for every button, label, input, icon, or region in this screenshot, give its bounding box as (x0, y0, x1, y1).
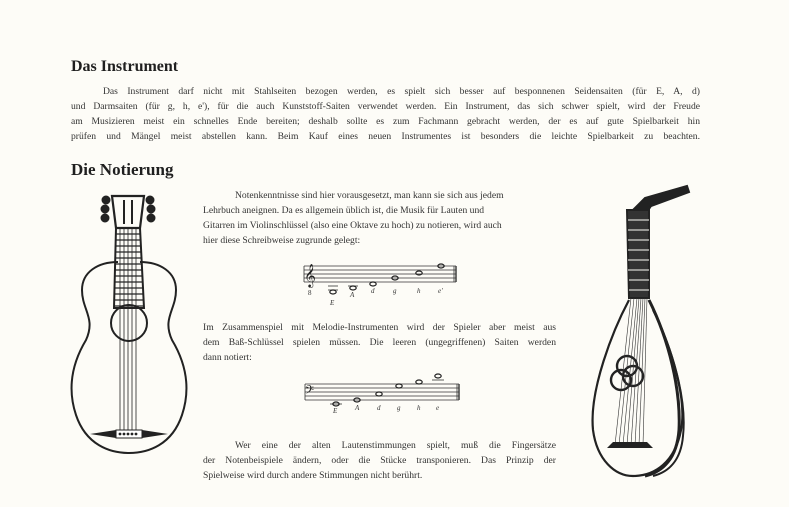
paragraph-lautenstimmungen (203, 438, 556, 483)
svg-text:𝄞: 𝄞 (304, 263, 316, 287)
paragraph-instrument (71, 84, 700, 144)
svg-text:e': e' (438, 287, 443, 295)
lute-icon (583, 180, 695, 482)
section-heading-instrument: Das Instrument (71, 58, 179, 75)
svg-text:h: h (417, 287, 421, 295)
text-line: Das Instrument darf nicht mit Stahlseiten bezogen werden, es spielt sich besser auf besponnenen Seidensaiten (für E, A, d) (103, 86, 700, 97)
svg-text:𝄢: 𝄢 (305, 384, 315, 400)
text-line: dann notiert: (203, 352, 252, 363)
svg-text:e: e (436, 404, 440, 412)
lute-illustration (583, 180, 695, 482)
text-line: hier diese Schreibweise zugrunde gelegt: (203, 235, 361, 246)
guitar-illustration (68, 190, 190, 475)
text-line: am Musizieren meist ein schnelles Ende bereiten; deshalb sollte es zum Fachmann gebracht werden, der es auf gute Spielbarkeit hin (71, 116, 700, 127)
svg-text:g: g (397, 404, 401, 412)
svg-text:E: E (333, 407, 338, 415)
svg-text:d: d (371, 287, 375, 295)
text-line: Im Zusammenspiel mit Melodie-Instrumenten wird der Spieler aber meist aus (203, 322, 556, 333)
bass-staff-notation (302, 370, 467, 415)
text-line: prüfen und Mängel meist abstellen kann. Beim Kauf eines neuen Instrumentes ist besonders die leichte Spielbarkeit zu beachten. (71, 131, 700, 142)
paragraph-notenkenntnisse (203, 188, 556, 248)
svg-text:8: 8 (308, 289, 312, 297)
svg-text:A: A (350, 291, 355, 299)
text-line: Spielweise wird durch andere Stimmungen nicht berührt. (203, 470, 423, 481)
paragraph-bassschluessel (203, 320, 556, 365)
svg-text:d: d (377, 404, 381, 412)
svg-text:A: A (355, 404, 360, 412)
text-line: und Darmsaiten (für g, h, e'), für die auch Kunststoff-Saiten verwendet werden. Ein Instrument, das sich schwer spielt, wird der Freude (71, 101, 700, 112)
text-line: der Notenbeispiele ändern, oder die Stücke transponieren. Das Prinzip der (203, 455, 556, 466)
text-line: Wer eine der alten Lautenstimmungen spielt, muß die Fingersätze (235, 440, 556, 451)
svg-text:g: g (393, 287, 397, 295)
treble-clef-example (296, 260, 461, 310)
text-line: Notenkenntnisse sind hier vorausgesetzt, man kann sie sich aus jedem (235, 190, 504, 201)
guitar-icon (68, 190, 190, 475)
bass-clef-example (302, 370, 467, 415)
treble-staff-notation (296, 260, 461, 310)
section-heading-notierung: Die Notierung (71, 160, 174, 179)
text-line: dem Baß-Schlüssel spielen müssen. Die leeren (ungegriffenen) Saiten werden (203, 337, 556, 348)
text-line: Lehrbuch aneignen. Da es allgemein üblich ist, die Musik für Lauten und (203, 205, 485, 216)
svg-text:E: E (330, 299, 335, 307)
svg-text:h: h (417, 404, 421, 412)
text-line: Gitarren im Violinschlüssel (also eine Oktave zu hoch) zu notieren, wird auch (203, 220, 502, 231)
